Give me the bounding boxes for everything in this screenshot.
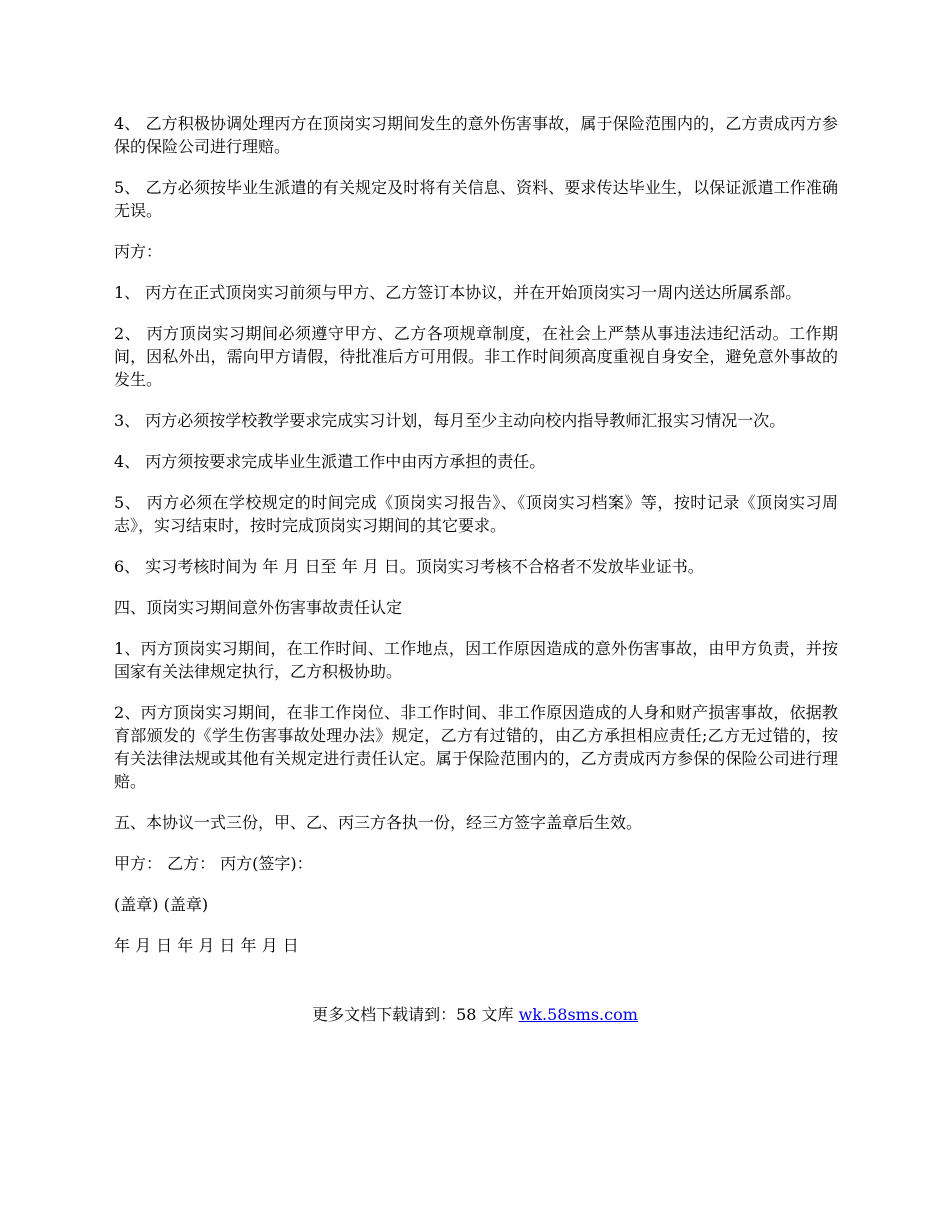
paragraph: 4、 乙方积极协调处理丙方在顶岗实习期间发生的意外伤害事故，属于保险范围内的，乙方责成丙方参保的保险公司进行理赔。	[114, 114, 838, 156]
paragraph: 2、 丙方顶岗实习期间必须遵守甲方、乙方各项规章制度，在社会上严禁从事违法违纪活动。工作期间，因私外出，需向甲方请假，待批准后方可用假。非工作时间须高度重视自身安全，避免意外事故的发生。	[114, 324, 838, 389]
paragraph: 2、丙方顶岗实习期间，在非工作岗位、非工作时间、非工作原因造成的人身和财产损害事故，依据教育部颁发的《学生伤害事故处理办法》规定，乙方有过错的，由乙方承担相应责任;乙方无过错的，按有关法律法规或其他有关规定进行责任认定。属于保险范围内的，乙方责成丙方参保的保险公司进行理赔。	[114, 703, 838, 791]
seal-line: (盖章) (盖章)	[114, 895, 209, 914]
document-body	[114, 112, 838, 975]
paragraph: 5、 乙方必须按毕业生派遣的有关规定及时将有关信息、资料、要求传达毕业生，以保证派遣工作准确无误。	[114, 178, 838, 220]
signature-parties-line: 甲方： 乙方： 丙方(签字)：	[114, 854, 313, 873]
footer-link[interactable]: wk.58sms.com	[518, 1005, 638, 1024]
paragraph: 3、 丙方必须按学校教学要求完成实习计划，每月至少主动向校内指导教师汇报实习情况一次。	[114, 411, 786, 430]
section-heading-party-c: 丙方：	[114, 242, 163, 261]
paragraph: 5、 丙方必须在学校规定的时间完成《顶岗实习报告》、《顶岗实习档案》等，按时记录《顶岗实习周志》，实习结束时，按时完成顶岗实习期间的其它要求。	[114, 493, 838, 535]
paragraph: 6、 实习考核时间为 年 月 日至 年 月 日。顶岗实习考核不合格者不发放毕业证书。	[114, 557, 704, 576]
section-heading-copies: 五、本协议一式三份，甲、乙、丙三方各执一份，经三方签字盖章后生效。	[114, 813, 643, 832]
footer-text: 更多文档下载请到：58 文库	[312, 1005, 519, 1024]
paragraph: 1、 丙方在正式顶岗实习前须与甲方、乙方签订本协议，并在开始顶岗实习一周内送达所属系部。	[114, 283, 802, 302]
paragraph: 4、 丙方须按要求完成毕业生派遣工作中由丙方承担的责任。	[114, 452, 546, 471]
date-line: 年 月 日 年 月 日 年 月 日	[114, 936, 299, 955]
section-heading-accident-liability: 四、顶岗实习期间意外伤害事故责任认定	[114, 598, 403, 617]
paragraph: 1、丙方顶岗实习期间，在工作时间、工作地点，因工作原因造成的意外伤害事故，由甲方负责，并按国家有关法律规定执行，乙方积极协助。	[114, 639, 838, 681]
footer	[0, 1003, 950, 1026]
